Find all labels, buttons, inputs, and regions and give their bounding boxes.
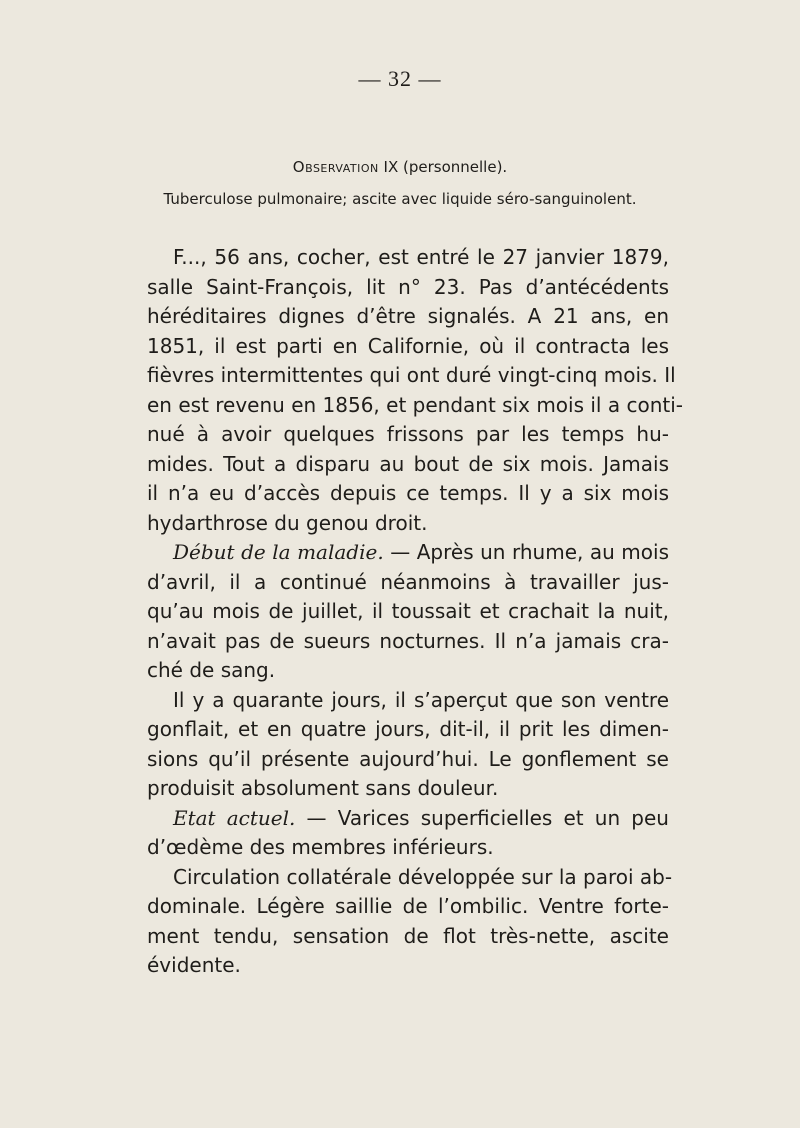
body-line: n’avait pas de sueurs nocturnes. Il n’a jamais cra- (147, 628, 669, 653)
body-line: ché de sang. (147, 658, 276, 682)
body-line-rest: — Après un rhume, au mois (383, 540, 670, 564)
body-line: F..., 56 ans, cocher, est entré le 27 janvier 1879, (173, 245, 669, 269)
section-title-etat: Etat actuel. (173, 805, 296, 830)
body-line: qu’au mois de juillet, il toussait et crachait la nuit, (147, 599, 669, 623)
body-line: hydarthrose du genou droit. (147, 510, 428, 535)
body-line: héréditaires dignes d’être signalés. A 21 ans, en (147, 304, 669, 328)
body-line: Il y a quarante jours, il s’aperçut que son ventre (173, 687, 669, 712)
body-line: en est revenu en 1856, et pendant six mois il a conti- (147, 392, 683, 417)
observation-number-note: IX (personnelle). (383, 158, 508, 176)
body-line: nué à avoir quelques frissons par les temps hu- (147, 422, 669, 446)
observation-subtitle: Tuberculose pulmonaire; ascite avec liquide séro-sanguinolent. (163, 190, 637, 208)
body-line-rest: — Varices superficielles et un peu (295, 805, 669, 830)
observation-heading (0, 158, 800, 176)
body-line-section-lead (147, 804, 669, 834)
body-line: produisit absolument sans douleur. (147, 776, 499, 800)
body-line: évidente. (147, 953, 241, 977)
body-line: ment tendu, sensation de flot très-nette, ascite (147, 923, 669, 948)
body-line: d’œdème des membres inférieurs. (147, 835, 494, 859)
body-line: dominale. Légère saillie de l’ombilic. Ventre forte- (147, 894, 669, 918)
body-line: fièvres intermittentes qui ont duré vingt-cinq mois. Il (147, 363, 676, 387)
observation-label: Observation (292, 158, 379, 176)
page-number: — 32 — (358, 66, 442, 91)
section-title-debut: Début de la maladie. (173, 540, 384, 564)
body-line: Circulation collatérale développée sur la paroi ab- (173, 864, 673, 889)
body-line: il n’a eu d’accès depuis ce temps. Il y a six mois (147, 481, 669, 505)
body-line: d’avril, il a continué néanmoins à travailler jus- (147, 569, 669, 594)
body-line-section-lead (147, 538, 669, 568)
body-line: gonflait, et en quatre jours, dit-il, il prit les dimen- (147, 717, 669, 741)
body-line: mides. Tout a disparu au bout de six mois. Jamais (147, 451, 669, 476)
body-line: salle Saint-François, lit n° 23. Pas d’antécédents (147, 274, 669, 299)
body-line: 1851, il est parti en Californie, où il contracta les (147, 333, 669, 358)
observation-body (147, 243, 683, 981)
body-line: sions qu’il présente aujourd’hui. Le gonflement se (147, 746, 669, 771)
